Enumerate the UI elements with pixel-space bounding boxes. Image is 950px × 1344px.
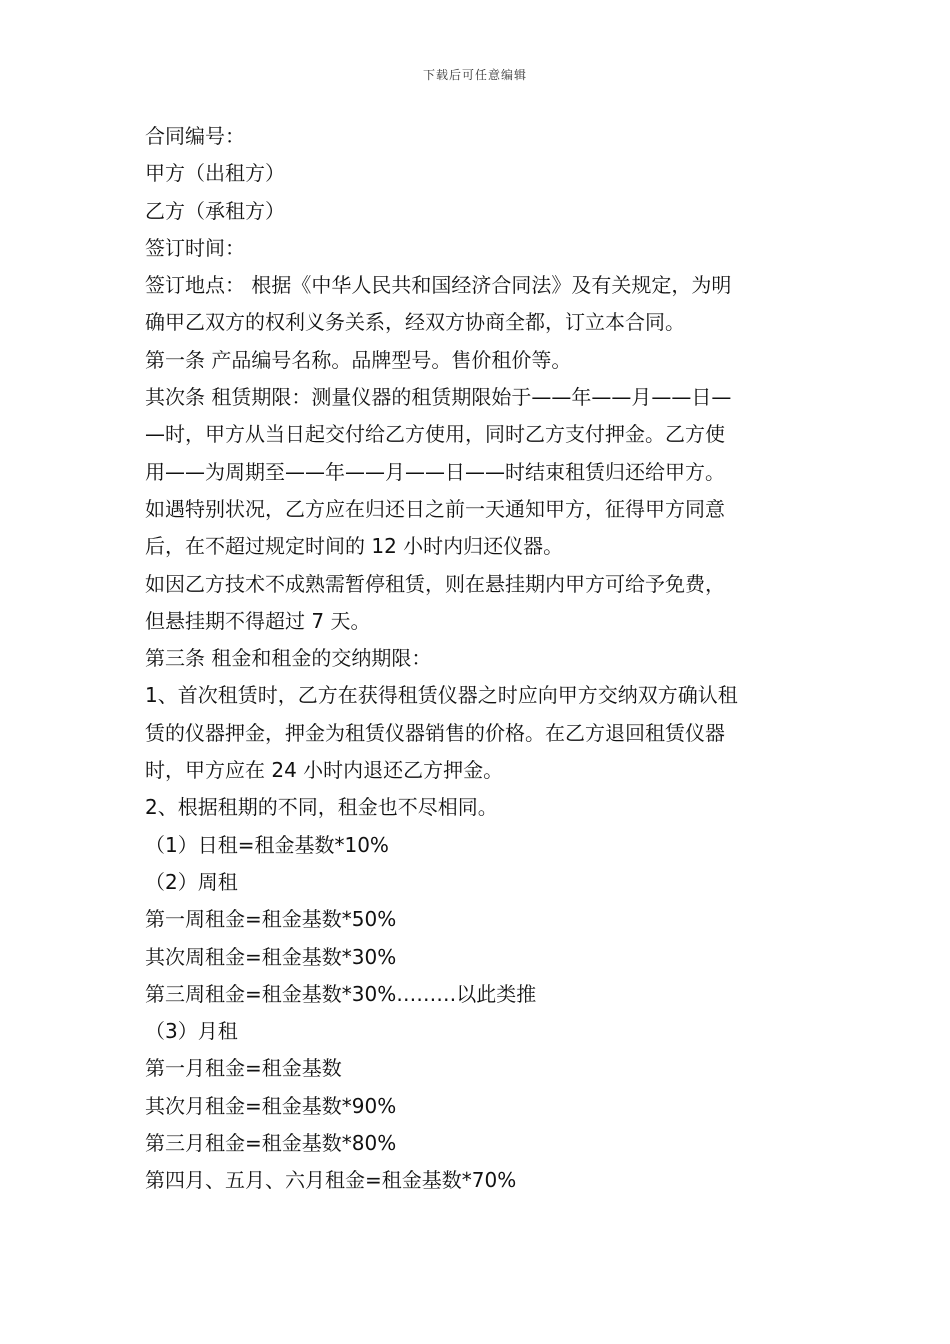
week-one-rent-line: 第一周租金=租金基数*50%: [145, 907, 397, 932]
paragraph-line: 赁的仪器押金，押金为租赁仪器销售的价格。在乙方退回租赁仪器: [145, 720, 725, 745]
contract-number-line: 合同编号：: [145, 124, 245, 148]
weekly-rent-heading: （2）周租: [145, 869, 238, 894]
party-a-line: 甲方（出租方）: [145, 161, 285, 186]
paragraph-line: 时，甲方应在 24 小时内退还乙方押金。: [145, 758, 504, 783]
daily-rent-line: （1）日租=租金基数*10%: [145, 832, 389, 857]
clause-one-line: 1、首次租赁时，乙方在获得租赁仪器之时应向甲方交纳双方确认租: [145, 683, 738, 708]
week-three-rent-line: 第三周租金=租金基数*30%………以此类推: [145, 981, 537, 1006]
monthly-rent-heading: （3）月租: [145, 1019, 238, 1044]
page-header: 下载后可任意编辑: [422, 68, 527, 82]
paragraph-line: —时，甲方从当日起交付给乙方使用，同时乙方支付押金。乙方使: [145, 422, 725, 447]
paragraph-line: 用——为周期至——年——月——日——时结束租赁归还给甲方。: [145, 459, 725, 484]
party-b-line: 乙方（承租方）: [145, 198, 285, 223]
week-two-rent-line: 其次周租金=租金基数*30%: [145, 944, 397, 969]
month-four-six-rent-line: 第四月、五月、六月租金=租金基数*70%: [145, 1168, 517, 1193]
article-one-line: 第一条 产品编号名称。品牌型号。售价租价等。: [145, 347, 572, 372]
article-two-line: 其次条 租赁期限：测量仪器的租赁期限始于——年——月——日—: [145, 385, 732, 410]
month-one-rent-line: 第一月租金=租金基数: [145, 1056, 342, 1081]
paragraph-line: 如因乙方技术不成熟需暂停租赁，则在悬挂期内甲方可给予免费，: [145, 571, 725, 596]
paragraph-line: 但悬挂期不得超过 7 天。: [145, 608, 371, 633]
clause-two-line: 2、根据租期的不同，租金也不尽相同。: [145, 795, 498, 820]
paragraph-line: 如遇特别状况，乙方应在归还日之前一天通知甲方，征得甲方同意: [145, 496, 725, 521]
month-three-rent-line: 第三月租金=租金基数*80%: [145, 1131, 397, 1156]
paragraph-line: 确甲乙双方的权利义务关系，经双方协商全都，订立本合同。: [145, 310, 685, 335]
document-body: [145, 118, 810, 1200]
signing-place-line: 签订地点： 根据《中华人民共和国经济合同法》及有关规定，为明: [145, 273, 732, 298]
month-two-rent-line: 其次月租金=租金基数*90%: [145, 1093, 397, 1118]
paragraph-line: 后，在不超过规定时间的 12 小时内归还仪器。: [145, 534, 564, 559]
article-three-line: 第三条 租金和租金的交纳期限：: [145, 646, 432, 671]
signing-time-line: 签订时间：: [145, 235, 245, 260]
